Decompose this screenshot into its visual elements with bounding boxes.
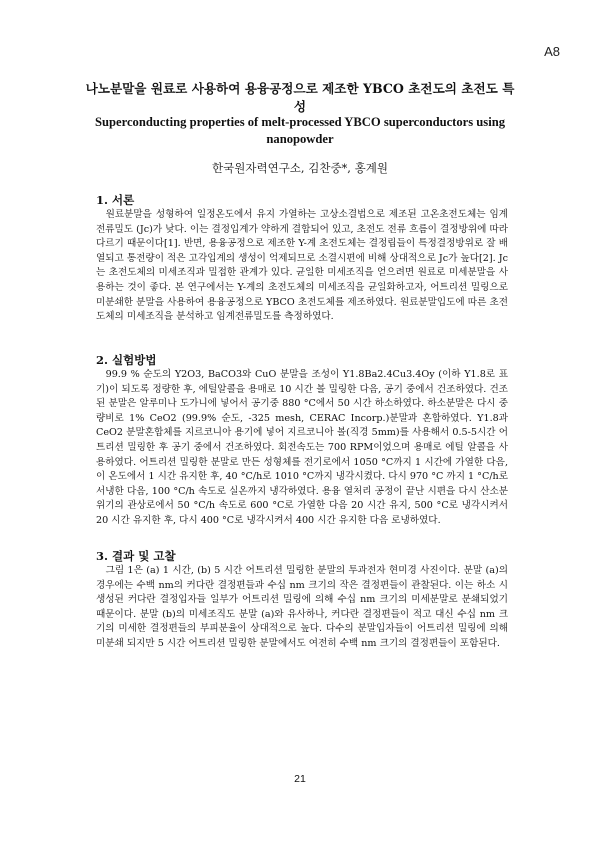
section-body-results: 그림 1은 (a) 1 시간, (b) 5 시간 어트리션 밀링한 분말의 투과전자 현미경 사진이다. 분말 (a)의 경우에는 수백 nm의 커다란 결정편들과 수십 nm 크기의 작은 결정편들이 관찰된다. 이는 하소 시 생성된 커다란 결정입자들 일부가 어트리션 밀링에 의해 수십 nm 크기의 미세분말로 분쇄되었기 때문이다. 분말 (b)의 미세조직도 분말 (a)와 유사하나, 커다란 결정편들이 적고 대신 수십 nm 크기의 미세한 결정편들의 부피분율이 상대적으로 높다. 다수의 분말입자들이 어트리션 밀링에 의해 미분쇄 되지만 5 시간 어트리션 밀링한 분말에서도 여전히 수백 nm 크기의 결정편들이 포함된다. xyxy=(96,565,508,649)
title-korean: 나노분말을 원료로 사용하여 용융공정으로 제조한 YBCO 초전도의 초전도 특성 xyxy=(85,81,515,114)
section-heading-results: 3. 결과 및 고찰 xyxy=(96,549,176,563)
page-number: 21 xyxy=(294,773,306,785)
section-body-methods: 99.9 % 순도의 Y2O3, BaCO3와 CuO 분말을 조성이 Y1.8Ba2.4Cu3.4Oy (이하 Y1.8로 표기)이 되도록 정량한 후, 에틸알콜을 용매로 10 시간 볼 밀링한 다음, 공기 중에서 건조하였다. 건조된 분말은 알루미나 도가니에 넣어서 공기중 880 °C에서 50 시간 하소하였다. 하소분말은 다시 중량비로 1% CeO2 (99.9% 순도, -325 mesh, CERAC Incorp.)분말과 혼합하였다. Y1.8과 CeO2 분말혼합체를 지르코니아 용기에 넣어 지르코니아 볼(직경 5mm)를 사용해서 0.5-5시간 어트리션 밀링한 후 공기 중에서 건조하였다. 회전속도는 700 RPM이었으며 용매로 에틸 알콜을 사용하였다. 어트리션 밀링한 분말로 만든 성형체를 전기로에서 1050 °C까지 1 시간에 가열한 다음, 이 온도에서 1 시간 유지한 후, 40 °C/h로 1010 °C까지 냉각시켰다. 다시 970 °C 까지 1 °C/h로 서냉한 다음, 100 °C/h 속도로 실온까지 냉각하였다. 용융 열처리 공정이 끝난 시편을 다시 산소분위기의 관상로에서 50 °C/h 속도로 600 °C로 가열한 다음 20 시간 유지, 500 °C로 냉각시켜서 20 시간 유지한 후, 다시 400 °C로 냉각시켜서 400 시간 유지한 다음 로냉하였다. xyxy=(96,369,508,526)
page-id: A8 xyxy=(544,44,560,59)
section-body-introduction: 원료분말을 성형하여 일정온도에서 유지 가열하는 고상소결법으로 제조된 고온초전도체는 임계전류밀도 (Jc)가 낮다. 이는 결정입계가 약하게 결합되어 있고, 초전도 전류 흐름이 결정방위에 따라 다르기 때문이다[1]. 반면, 용융공정으로 제조한 Y-계 초전도체는 결정립들이 특정결정방위로 잘 배열되고 통전량이 적은 고각입계의 생성이 억제되므로 소결시편에 비해 상대적으로 Jc가 높다[2]. Jc는 초전도체의 미세조직과 밀접한 관계가 있다. 균일한 미세조직을 얻으려면 원료로 미세분말을 사용하는 것이 좋다. 본 연구에서는 Y-계의 초전도체의 미세조직을 균일화하고자, 어트리션 밀링으로 미분쇄한 분말을 사용하여 용융공정으로 YBCO 초전도체를 제조하였다. 원료분말입도에 따른 초전도체의 미세조직을 분석하고 임계전류밀도를 측정하였다. xyxy=(96,209,508,323)
section-heading-introduction: 1. 서론 xyxy=(96,193,135,207)
title-english: Superconducting properties of melt-processed YBCO superconductors using nanopowder xyxy=(94,115,506,146)
section-heading-methods: 2. 실험방법 xyxy=(96,353,157,367)
authors: 한국원자력연구소, 김찬중*, 홍계원 xyxy=(212,161,388,175)
